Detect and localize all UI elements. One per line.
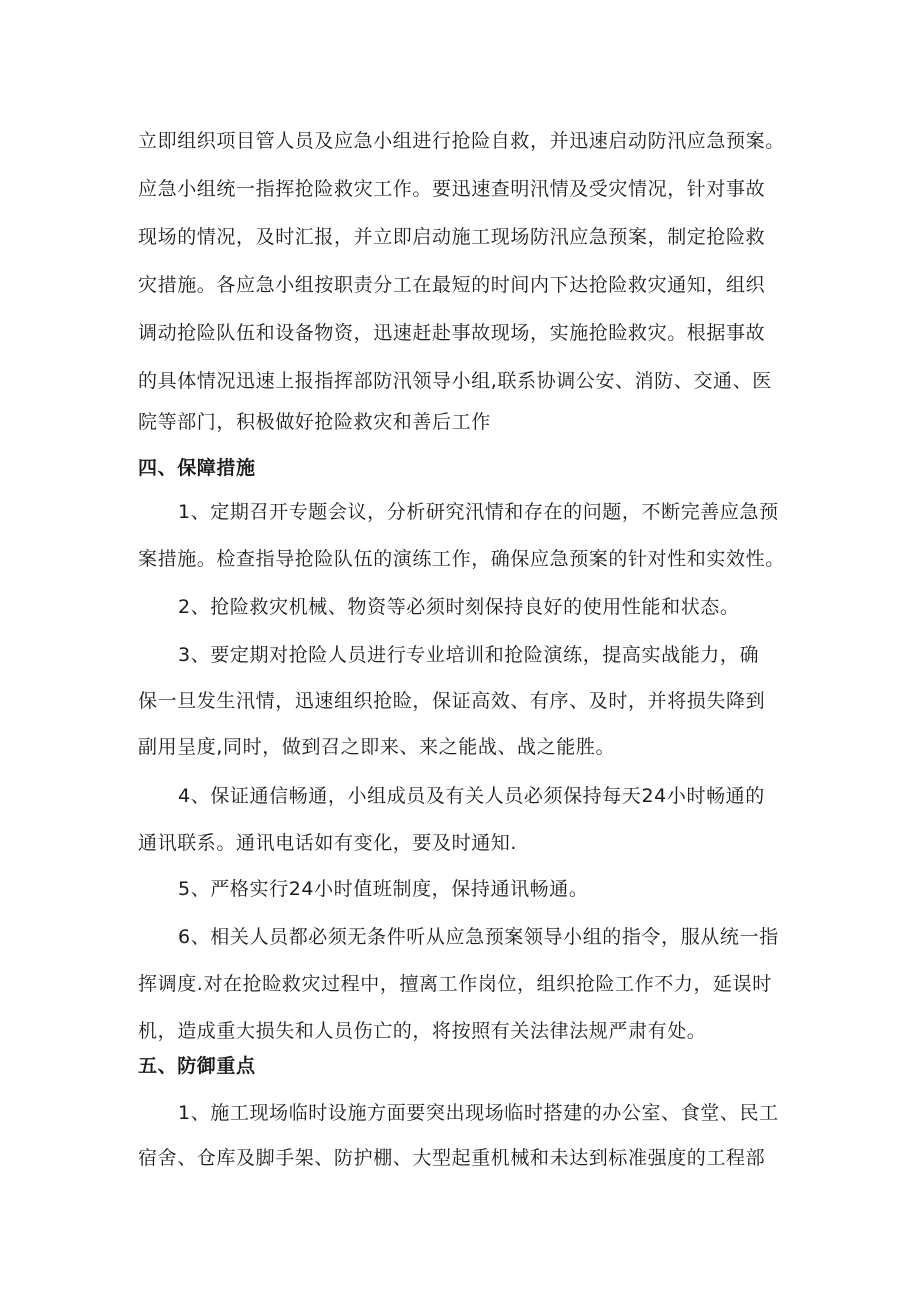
- intro-line-6: 的具体情况迅速上报指挥部防汛领导小组,联系协调公安、消防、交通、医: [138, 370, 772, 392]
- intro-line-4: 灾措施。各应急小组按职责分工在最短的时间内下达抢险救灾通知，组织: [138, 274, 766, 296]
- section-5-line-1: 1、施工现场临时设施方面要突出现场临时搭建的办公室、食堂、民工: [178, 1102, 779, 1124]
- section-4-line-4: 3、要定期对抢险人员进行专业培训和抢险演练，提高实战能力，确: [178, 644, 760, 666]
- section-4-line-11: 挥调度.对在抢睑救灾过程中，擅离工作岗位，组织抢险工作不力，延误时: [138, 973, 772, 995]
- section-4-line-2: 案措施。检查指导抢险队伍的演练工作，确保应急预案的针对性和实效性。: [138, 548, 785, 570]
- section-4-line-10: 6、相关人员都必须无条件听从应急预案领导小组的指令，服从统一指: [178, 926, 779, 948]
- section-4-line-1: 1、定期召开专题会议，分析研究汛情和存在的问题，不断完善应急预: [178, 501, 779, 523]
- section-5-line-2: 宿舍、仓库及脚手架、防护棚、大型起重机械和未达到标准强度的工程部: [138, 1147, 766, 1169]
- section-4-line-12: 机，造成重大损失和人员伤亡的，将按照有关法律法规严肃有处。: [138, 1020, 707, 1042]
- section-4-line-5: 保一旦发生汛情，迅速组织抢睑，保证高效、有序、及时，并将损失降到: [138, 690, 766, 712]
- section-4-line-8: 通讯联系。通讯电话如有变化，要及时通知.: [138, 832, 518, 854]
- intro-line-7: 院等部门，积极做好抢险救灾和善后工作: [138, 411, 491, 433]
- intro-line-1: 立即组织项目管人员及应急小组进行抢险自救，并迅速启动防汛应急预案。: [138, 130, 785, 152]
- section-4-line-9: 5、严格实行24小时值班制度，保持通讯畅通。: [178, 878, 589, 900]
- section-4-line-7: 4、保证通信畅通，小组成员及有关人员必须保持每天24小时畅通的: [178, 785, 765, 807]
- section-4-heading: 四、保障措施: [138, 457, 256, 479]
- intro-line-2: 应急小组统一指挥抢险救灾工作。要迅速查明汛情及受灾情况，针对事故: [138, 178, 766, 200]
- section-4-line-3: 2、抢险救灾机械、物资等必须时刻保持良好的使用性能和状态。: [178, 596, 740, 618]
- intro-line-5: 调动抢险队伍和设备物资，迅速赶赴事故现场，实施抢睑救灾。根据事故: [138, 322, 766, 344]
- section-4-line-6: 副用呈度,同时，做到召之即来、来之能战、战之能胜。: [138, 736, 616, 758]
- intro-line-3: 现场的情况，及时汇报，并立即启动施工现场防汛应急预案，制定抢险救: [138, 226, 766, 248]
- section-5-heading: 五、防御重点: [138, 1055, 256, 1077]
